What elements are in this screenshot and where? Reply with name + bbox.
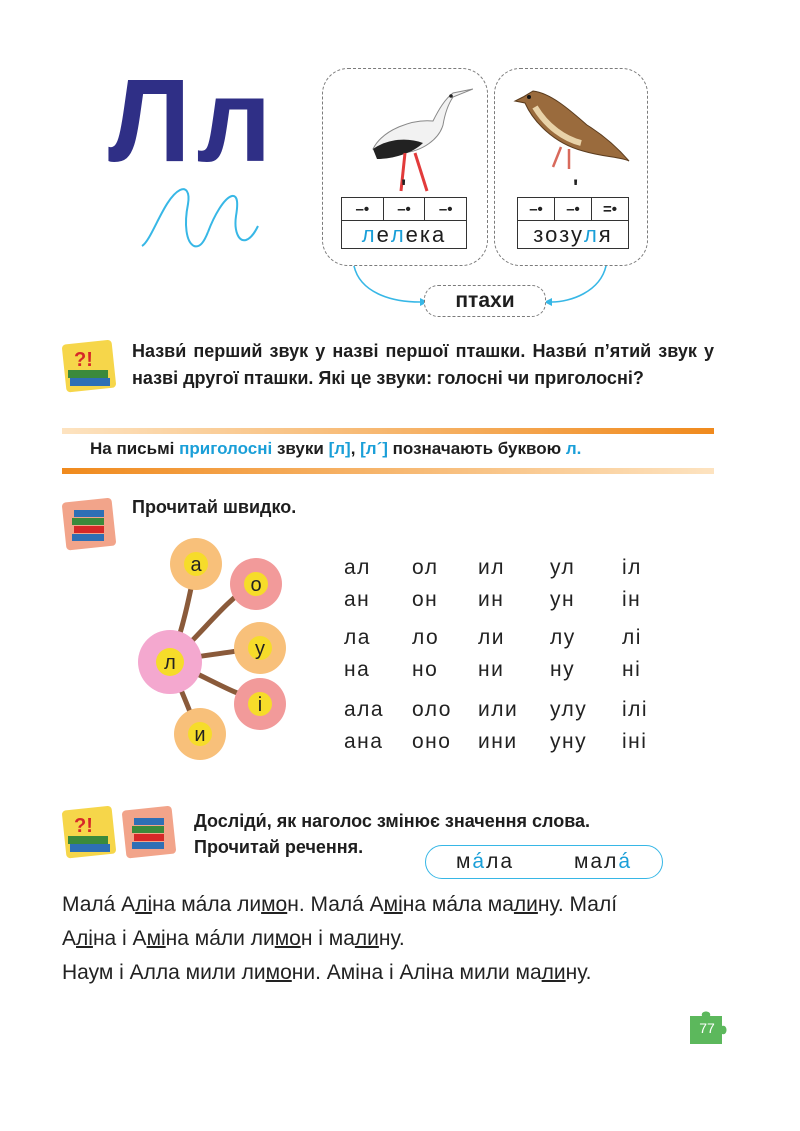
syllable: или [478, 698, 519, 721]
syllable: улу [550, 698, 588, 721]
syllable: ін [622, 588, 642, 611]
word-part: ека [405, 221, 447, 247]
syllable-underlined: ли [513, 893, 538, 916]
books-icon [120, 802, 182, 862]
bird-card-cuckoo [494, 68, 648, 266]
text-run: на мáли ли [165, 927, 275, 950]
stress-word-2 [574, 850, 632, 874]
rule-text [90, 439, 581, 459]
syllable: ана [344, 730, 384, 753]
script-letter-drawing [134, 168, 264, 258]
question-books-icon [60, 802, 122, 862]
scheme-cell: –• [555, 198, 592, 220]
word-part: е [376, 221, 391, 247]
rule-part: [л´] [360, 439, 388, 458]
sentence-line-1 [62, 888, 617, 922]
printed-letter: Лл [108, 55, 278, 187]
svg-text:?!: ?! [74, 815, 93, 837]
syllable-underlined: мо [265, 961, 292, 984]
word-part: л [361, 221, 377, 247]
script-letter [134, 168, 264, 273]
syllable: іні [622, 730, 648, 753]
syllable: ол [412, 556, 439, 579]
rule-top-line [62, 428, 714, 434]
text-run: ну. Малí [537, 893, 618, 916]
text-run: ну. [378, 927, 405, 950]
text-run: Наум і Алла мили ли [62, 961, 266, 984]
syllable-underlined: мі [383, 893, 403, 916]
text-run: н. Малá А [287, 893, 384, 916]
word-part: м [455, 850, 473, 873]
syllable: ан [344, 588, 371, 611]
syllable-underlined: мо [261, 893, 288, 916]
flower-letter: и [194, 724, 206, 746]
task-3-line-1: Досліди́, як наголос змінює значення слова. [194, 811, 591, 831]
text-run: А [62, 927, 77, 950]
word-cuckoo [517, 221, 629, 249]
flower-letter: л [164, 652, 176, 674]
stress-mark: ʹ [573, 175, 579, 200]
syllable: лі [622, 626, 642, 649]
syllable: ла [344, 626, 371, 649]
sentence-line-2 [62, 922, 405, 956]
word-part: ла [486, 850, 515, 873]
rule-part: На письмі [90, 439, 180, 458]
syllable: лу [550, 626, 576, 649]
svg-text:?!: ?! [74, 349, 93, 371]
syllable-underlined: ли [354, 927, 379, 950]
syllable: но [412, 658, 439, 681]
word-part: я [598, 221, 613, 247]
flower-letter: у [255, 638, 265, 660]
task-2-text: Прочитай швидко. [132, 497, 297, 517]
flower-letter: о [250, 574, 262, 596]
scheme-cell: –• [384, 198, 426, 220]
syllable-underlined: лі [135, 893, 153, 916]
syllable: он [412, 588, 439, 611]
birds-category-label: птахи [424, 285, 546, 317]
syllable: оно [412, 730, 452, 753]
syllable: оло [412, 698, 452, 721]
task-1-text: Назви́ перший звук у назві першої пташки. Назви́ п’ятий звук у назві другої пташки. Які це звуки: голосні чи приголосні? [132, 341, 714, 388]
stress-word-pair [425, 845, 663, 879]
scheme-cell: –• [342, 198, 384, 220]
text-run: на мáла ли [152, 893, 262, 916]
syllable: іл [622, 556, 642, 579]
syllable: ини [478, 730, 518, 753]
text-run: ну. [565, 961, 592, 984]
stress-mark: ʹ [401, 175, 407, 200]
word-part: á [472, 850, 487, 873]
syllable: ала [344, 698, 385, 721]
rule-band [62, 428, 714, 472]
rule-part: приголосні [179, 439, 273, 458]
bird-card-stork [322, 68, 488, 266]
syllable: ил [478, 556, 505, 579]
scheme-cell: –• [518, 198, 555, 220]
rule-part: [л] [328, 439, 351, 458]
word-part: л [390, 221, 406, 247]
syllable: уну [550, 730, 588, 753]
scheme-cell: =• [602, 200, 617, 218]
syllable: ул [550, 556, 576, 579]
rule-part: позначають буквою [387, 439, 566, 458]
flower-y [174, 708, 226, 760]
syllable: ал [344, 556, 371, 579]
scheme-cell: –• [438, 200, 453, 218]
text-run: н і ма [300, 927, 355, 950]
flower-o [230, 558, 282, 610]
task-3-line-2: Прочитай речення. [194, 837, 364, 857]
flower-a [170, 538, 222, 590]
page-number: 77 [699, 1020, 715, 1036]
syllable-underlined: ли [541, 961, 566, 984]
flower-letter: а [190, 554, 202, 576]
text-run: ни. Аміна і Аліна мили ма [291, 961, 542, 984]
stork-icon [353, 79, 473, 199]
text-run: Малá А [62, 893, 136, 916]
sentence-line-3 [62, 956, 591, 990]
syllable-underlined: мо [274, 927, 301, 950]
flower-center [138, 630, 202, 694]
cuckoo-icon [513, 81, 633, 181]
word-stork [341, 221, 467, 249]
flower-branch-illustration [112, 524, 302, 764]
word-part: мал [573, 850, 619, 873]
text-run: на і А [92, 927, 147, 950]
flower-letter: і [257, 694, 263, 716]
syllable-underlined: мі [146, 927, 166, 950]
word-part: зозу [533, 221, 584, 247]
syllable: ні [622, 658, 642, 681]
word-part: á [618, 850, 633, 873]
syllable: ин [478, 588, 505, 611]
syllable: ли [478, 626, 505, 649]
syllable: ілі [622, 698, 649, 721]
syllable: ун [550, 588, 576, 611]
syllable: на [344, 658, 371, 681]
syllable: ни [478, 658, 505, 681]
syllable: ну [550, 658, 576, 681]
page-number-badge [686, 1008, 730, 1048]
word-part: л [583, 221, 599, 247]
syllable-underlined: лі [76, 927, 93, 950]
sound-scheme-cuckoo [517, 197, 629, 249]
flower-u [234, 622, 286, 674]
rule-part: л. [565, 439, 582, 458]
rule-bottom-line [62, 468, 714, 474]
text-run: на мáла ма [402, 893, 514, 916]
flower-i [234, 678, 286, 730]
syllable: ло [412, 626, 440, 649]
stress-word-1 [456, 850, 514, 874]
rule-part: звуки [272, 439, 329, 458]
question-books-icon [60, 336, 122, 396]
sound-scheme-stork [341, 197, 467, 249]
rule-part: , [350, 439, 361, 458]
